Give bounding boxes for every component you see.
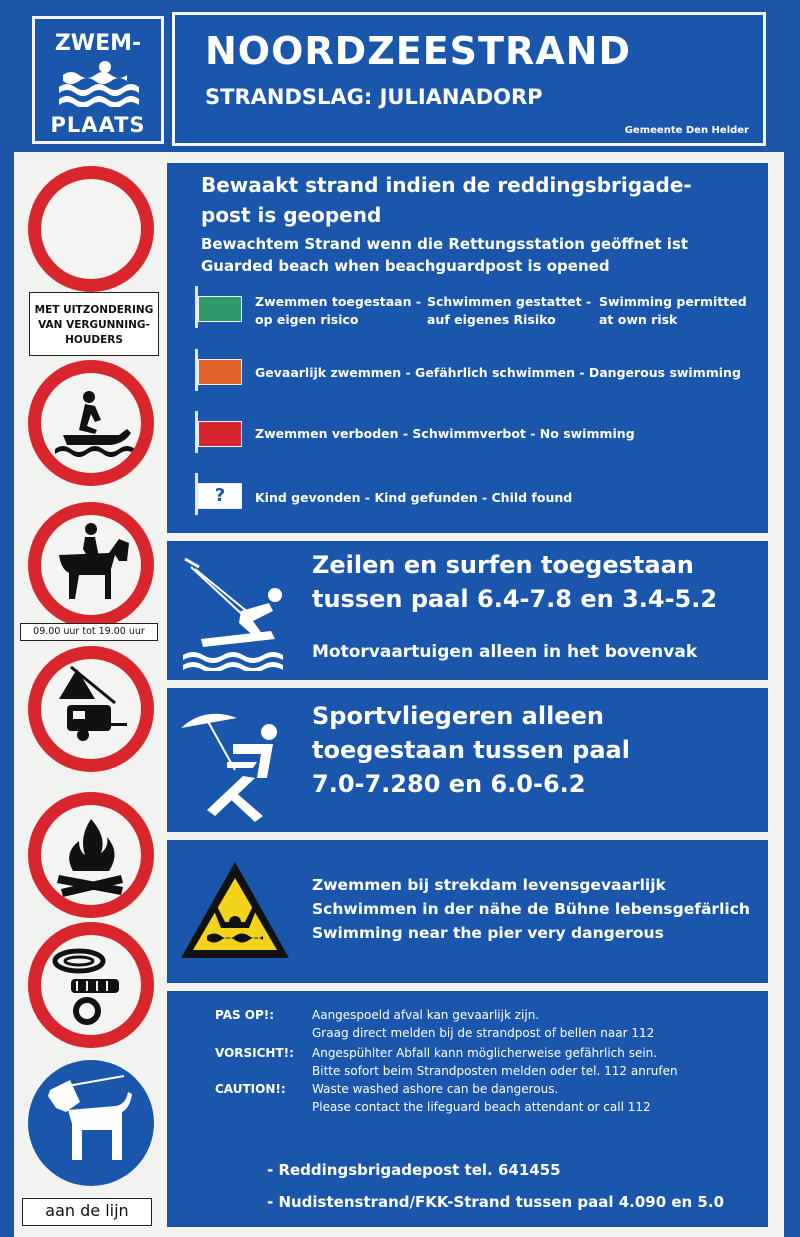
waste-nl-2: Graag direct melden bij de strandpost of bellen naar 112 (312, 1026, 655, 1040)
horse-rider-icon (41, 515, 141, 615)
kite-flyer-icon (177, 698, 287, 822)
sailing-line3: Motorvaartuigen alleen in het bovenvak (312, 642, 698, 662)
municipality: Gemeente Den Helder (624, 125, 749, 136)
sailing-line2: tussen paal 6.4-7.8 en 3.4-5.2 (312, 585, 718, 613)
sailing-line1: Zeilen en surfen toegestaan (312, 551, 694, 579)
info-lifeguard-phone: - Reddingsbrigadepost tel. 641455 (267, 1161, 561, 1179)
waste-de-2: Bitte sofort beim Strandposten melden oder tel. 112 anrufen (312, 1064, 678, 1078)
kite-line1: Sportvliegeren alleen (312, 702, 604, 730)
wave-icon (57, 59, 139, 107)
header-panel (172, 12, 766, 146)
fire-icon (41, 805, 141, 905)
dog-icon (28, 1060, 154, 1186)
green-flag (198, 296, 242, 322)
guarded-beach-panel (167, 163, 768, 533)
guarded-title-en: Guarded beach when beachguardpost is opened (201, 257, 610, 275)
page-subtitle: STRANDSLAG: JULIANADORP (205, 85, 543, 109)
info-nudist-beach: - Nudistenstrand/FKK-Strand tussen paal 4.090 en 5.0 (267, 1193, 725, 1211)
waste-en-2: Please contact the lifeguard beach attendant or call 112 (312, 1100, 651, 1114)
jetski-icon (41, 373, 141, 473)
waste-label-de: VORSICHT!: (215, 1046, 294, 1060)
no-entry-sign (28, 166, 154, 292)
no-jetski-sign (28, 360, 154, 486)
flag-red-text: Zwemmen verboden - Schwimmverbot - No swimming (255, 426, 635, 441)
flag-white-text: Kind gevonden - Kind gefunden - Child found (255, 490, 573, 505)
leash-caption: aan de lijn (22, 1198, 152, 1226)
exception-caption: MET UITZONDERING VAN VERGUNNING- HOUDERS (29, 292, 159, 356)
waste-en-1: Waste washed ashore can be dangerous. (312, 1082, 559, 1096)
camping-icon (41, 659, 141, 759)
flag-green-en: Swimming permitted (599, 294, 747, 309)
guarded-title-de: Bewachtem Strand wenn die Rettungsstation geöffnet ist (201, 235, 689, 253)
no-camping-sign (28, 646, 154, 772)
guarded-title-nl-1: Bewaakt strand indien de reddingsbrigade- (201, 173, 692, 197)
pier-warning-panel (167, 840, 768, 983)
waste-info-panel (167, 991, 768, 1227)
red-flag (198, 421, 242, 447)
dog-leash-sign (28, 1060, 154, 1186)
white-flag: ? (198, 483, 242, 509)
guarded-title-nl-2: post is geopend (201, 203, 382, 227)
time-caption: 09.00 uur tot 19.00 uur (20, 623, 158, 641)
logo-box (32, 16, 164, 144)
sailing-panel (167, 541, 768, 680)
pier-de: Schwimmen in der nähe de Bühne lebensgefärlich (312, 900, 750, 918)
page-title: NOORDZEESTRAND (205, 29, 631, 73)
debris-icon (41, 935, 141, 1035)
logo-line1: ZWEM- (54, 31, 142, 56)
waste-nl-1: Aangespoeld afval kan gevaarlijk zijn. (312, 1008, 540, 1022)
drowning-warning-icon (177, 858, 293, 962)
no-fire-sign (28, 792, 154, 918)
waste-de-1: Angespühlter Abfall kann möglicherweise gefährlich sein. (312, 1046, 658, 1060)
pier-en: Swimming near the pier very dangerous (312, 924, 664, 942)
logo-line2: PLAATS (50, 113, 146, 137)
waste-label-nl: PAS OP!: (215, 1008, 275, 1022)
waste-label-en: CAUTION!: (215, 1082, 286, 1096)
kite-line2: toegestaan tussen paal (312, 736, 630, 764)
kitesurfer-icon (181, 551, 293, 671)
kite-panel (167, 688, 768, 832)
pier-nl: Zwemmen bij strekdam levensgevaarlijk (312, 876, 666, 894)
orange-flag (198, 359, 242, 385)
flag-orange-text: Gevaarlijk zwemmen - Gefährlich schwimmen - Dangerous swimming (255, 365, 741, 380)
flag-green-en2: at own risk (599, 312, 678, 327)
flag-green-de2: auf eigenes Risiko (427, 312, 556, 327)
kite-line3: 7.0-7.280 en 6.0-6.2 (312, 770, 586, 798)
no-debris-sign (28, 922, 154, 1048)
flag-green-de: Schwimmen gestattet - (427, 294, 592, 309)
flag-green-nl2: op eigen risico (255, 312, 359, 327)
no-horses-sign (28, 502, 154, 628)
flag-green-nl: Zwemmen toegestaan - (255, 294, 422, 309)
